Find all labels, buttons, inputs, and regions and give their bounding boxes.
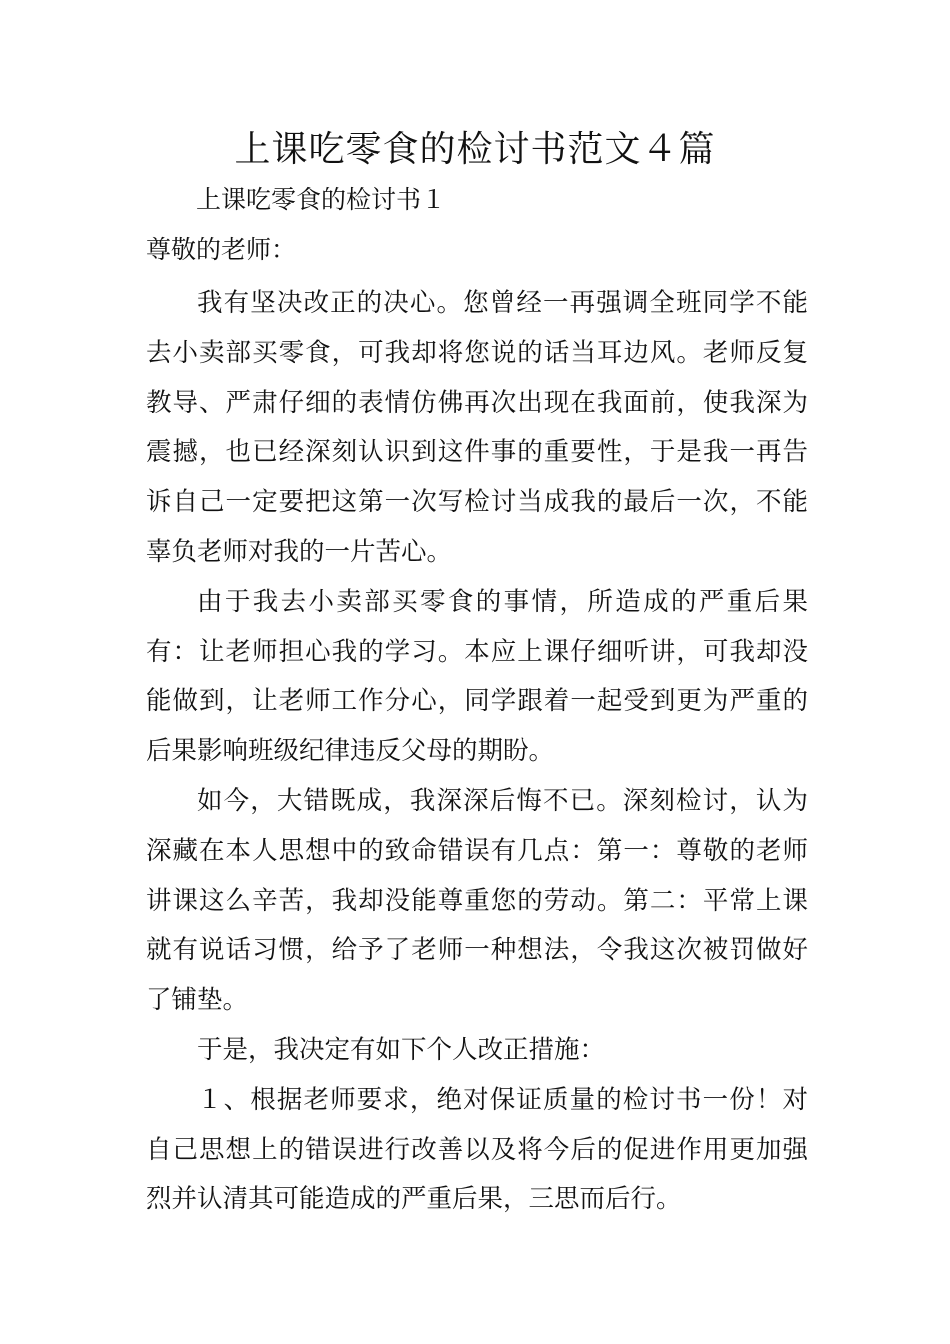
document-title: 上课吃零食的检讨书范文４篇 — [234, 129, 716, 170]
salutation: 尊敬的老师： — [146, 235, 297, 264]
paragraph: 我有坚决改正的决心。您曾经一再强调全班同学不能去小卖部买零食，可我却将您说的话当耳边风。老师反复教导、严肃仔细的表情仿佛再次出现在我面前，使我深为震撼，也已经深刻认识到这件事的重要性，于是我一再告诉自己一定要把这第一次写检讨当成我的最后一次，不能辜负老师对我的一片苦心。 — [146, 288, 808, 567]
paragraph: 由于我去小卖部买零食的事情，所造成的严重后果有：让老师担心我的学习。本应上课仔细听讲，可我却没能做到，让老师工作分心，同学跟着一起受到更为严重的后果影响班级纪律违反父母的期盼。 — [146, 586, 808, 767]
paragraph: １、根据老师要求，绝对保证质量的检讨书一份！对自己思想上的错误进行改善以及将今后的促进作用更加强烈并认清其可能造成的严重后果，三思而后行。 — [146, 1084, 808, 1215]
document-body — [146, 279, 808, 1225]
paragraph: 如今，大错既成，我深深后悔不已。深刻检讨，认为深藏在本人思想中的致命错误有几点：第一：尊敬的老师讲课这么辛苦，我却没能尊重您的劳动。第二：平常上课就有说话习惯，给予了老师一种想法，令我这次被罚做好了铺垫。 — [146, 785, 808, 1016]
paragraph: 于是，我决定有如下个人改正措施： — [197, 1034, 606, 1065]
document-subtitle: 上课吃零食的检讨书１ — [196, 185, 447, 214]
